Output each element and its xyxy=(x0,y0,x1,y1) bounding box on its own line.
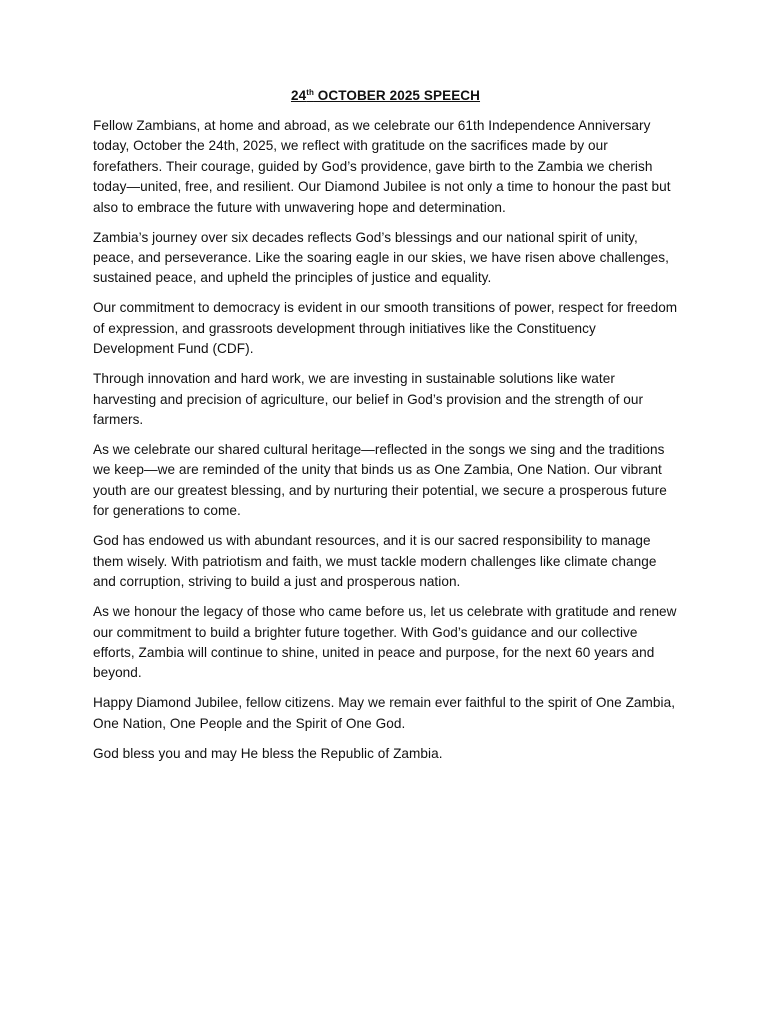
paragraph-7: As we honour the legacy of those who came before us, let us celebrate with gratitude and renew our commitment to build a brighter future together. With God’s guidance and our collective efforts, Zambia will continue to shine, united in peace and purpose, for the next 60 years and beyond. xyxy=(93,604,677,681)
paragraph-3: Our commitment to democracy is evident in our smooth transitions of power, respect for freedom of expression, and grassroots development through initiatives like the Constituency Development Fund (CDF). xyxy=(93,300,678,357)
title-ordinal: th xyxy=(306,88,314,97)
paragraph-8: Happy Diamond Jubilee, fellow citizens. May we remain ever faithful to the spirit of One Zambia, One Nation, One People and the Spirit of One God. xyxy=(93,695,676,731)
title-text: OCTOBER 2025 SPEECH xyxy=(313,88,481,103)
paragraph-6: God has endowed us with abundant resources, and it is our sacred responsibility to manage them wisely. With patriotism and faith, we must tackle modern challenges like climate change and corruption, striving to build a just and prosperous nation. xyxy=(93,533,657,590)
paragraph-9: God bless you and may He bless the Republic of Zambia. xyxy=(93,745,443,761)
paragraph-4: Through innovation and hard work, we are investing in sustainable solutions like water harvesting and precision of agriculture, our belief in God’s provision and the strength of our farmers. xyxy=(93,371,644,428)
speech-title xyxy=(93,86,678,106)
paragraph-2: Zambia’s journey over six decades reflects God’s blessings and our national spirit of unity, peace, and perseverance. Like the soaring eagle in our skies, we have risen above challenges, sustained peace, and upheld the principles of justice and equality. xyxy=(93,229,669,286)
paragraph-1: Fellow Zambians, at home and abroad, as we celebrate our 61th Independence Anniversary today, October the 24th, 2025, we reflect with gratitude on the sacrifices made by our forefathers. Their courage, guided by God’s providence, gave birth to the Zambia we cherish today—united, free, and resilient. Our Diamond Jubilee is not only a time to honour the past but also to embrace the future with unwavering hope and determination. xyxy=(93,118,671,215)
paragraph-5: As we celebrate our shared cultural heritage—reflected in the songs we sing and the traditions we keep—we are reminded of the unity that binds us as One Zambia, One Nation. Our vibrant youth are our greatest blessing, and by nurturing their potential, we secure a prosperous future for generations to come. xyxy=(93,442,667,519)
title-day: 24 xyxy=(290,88,307,103)
